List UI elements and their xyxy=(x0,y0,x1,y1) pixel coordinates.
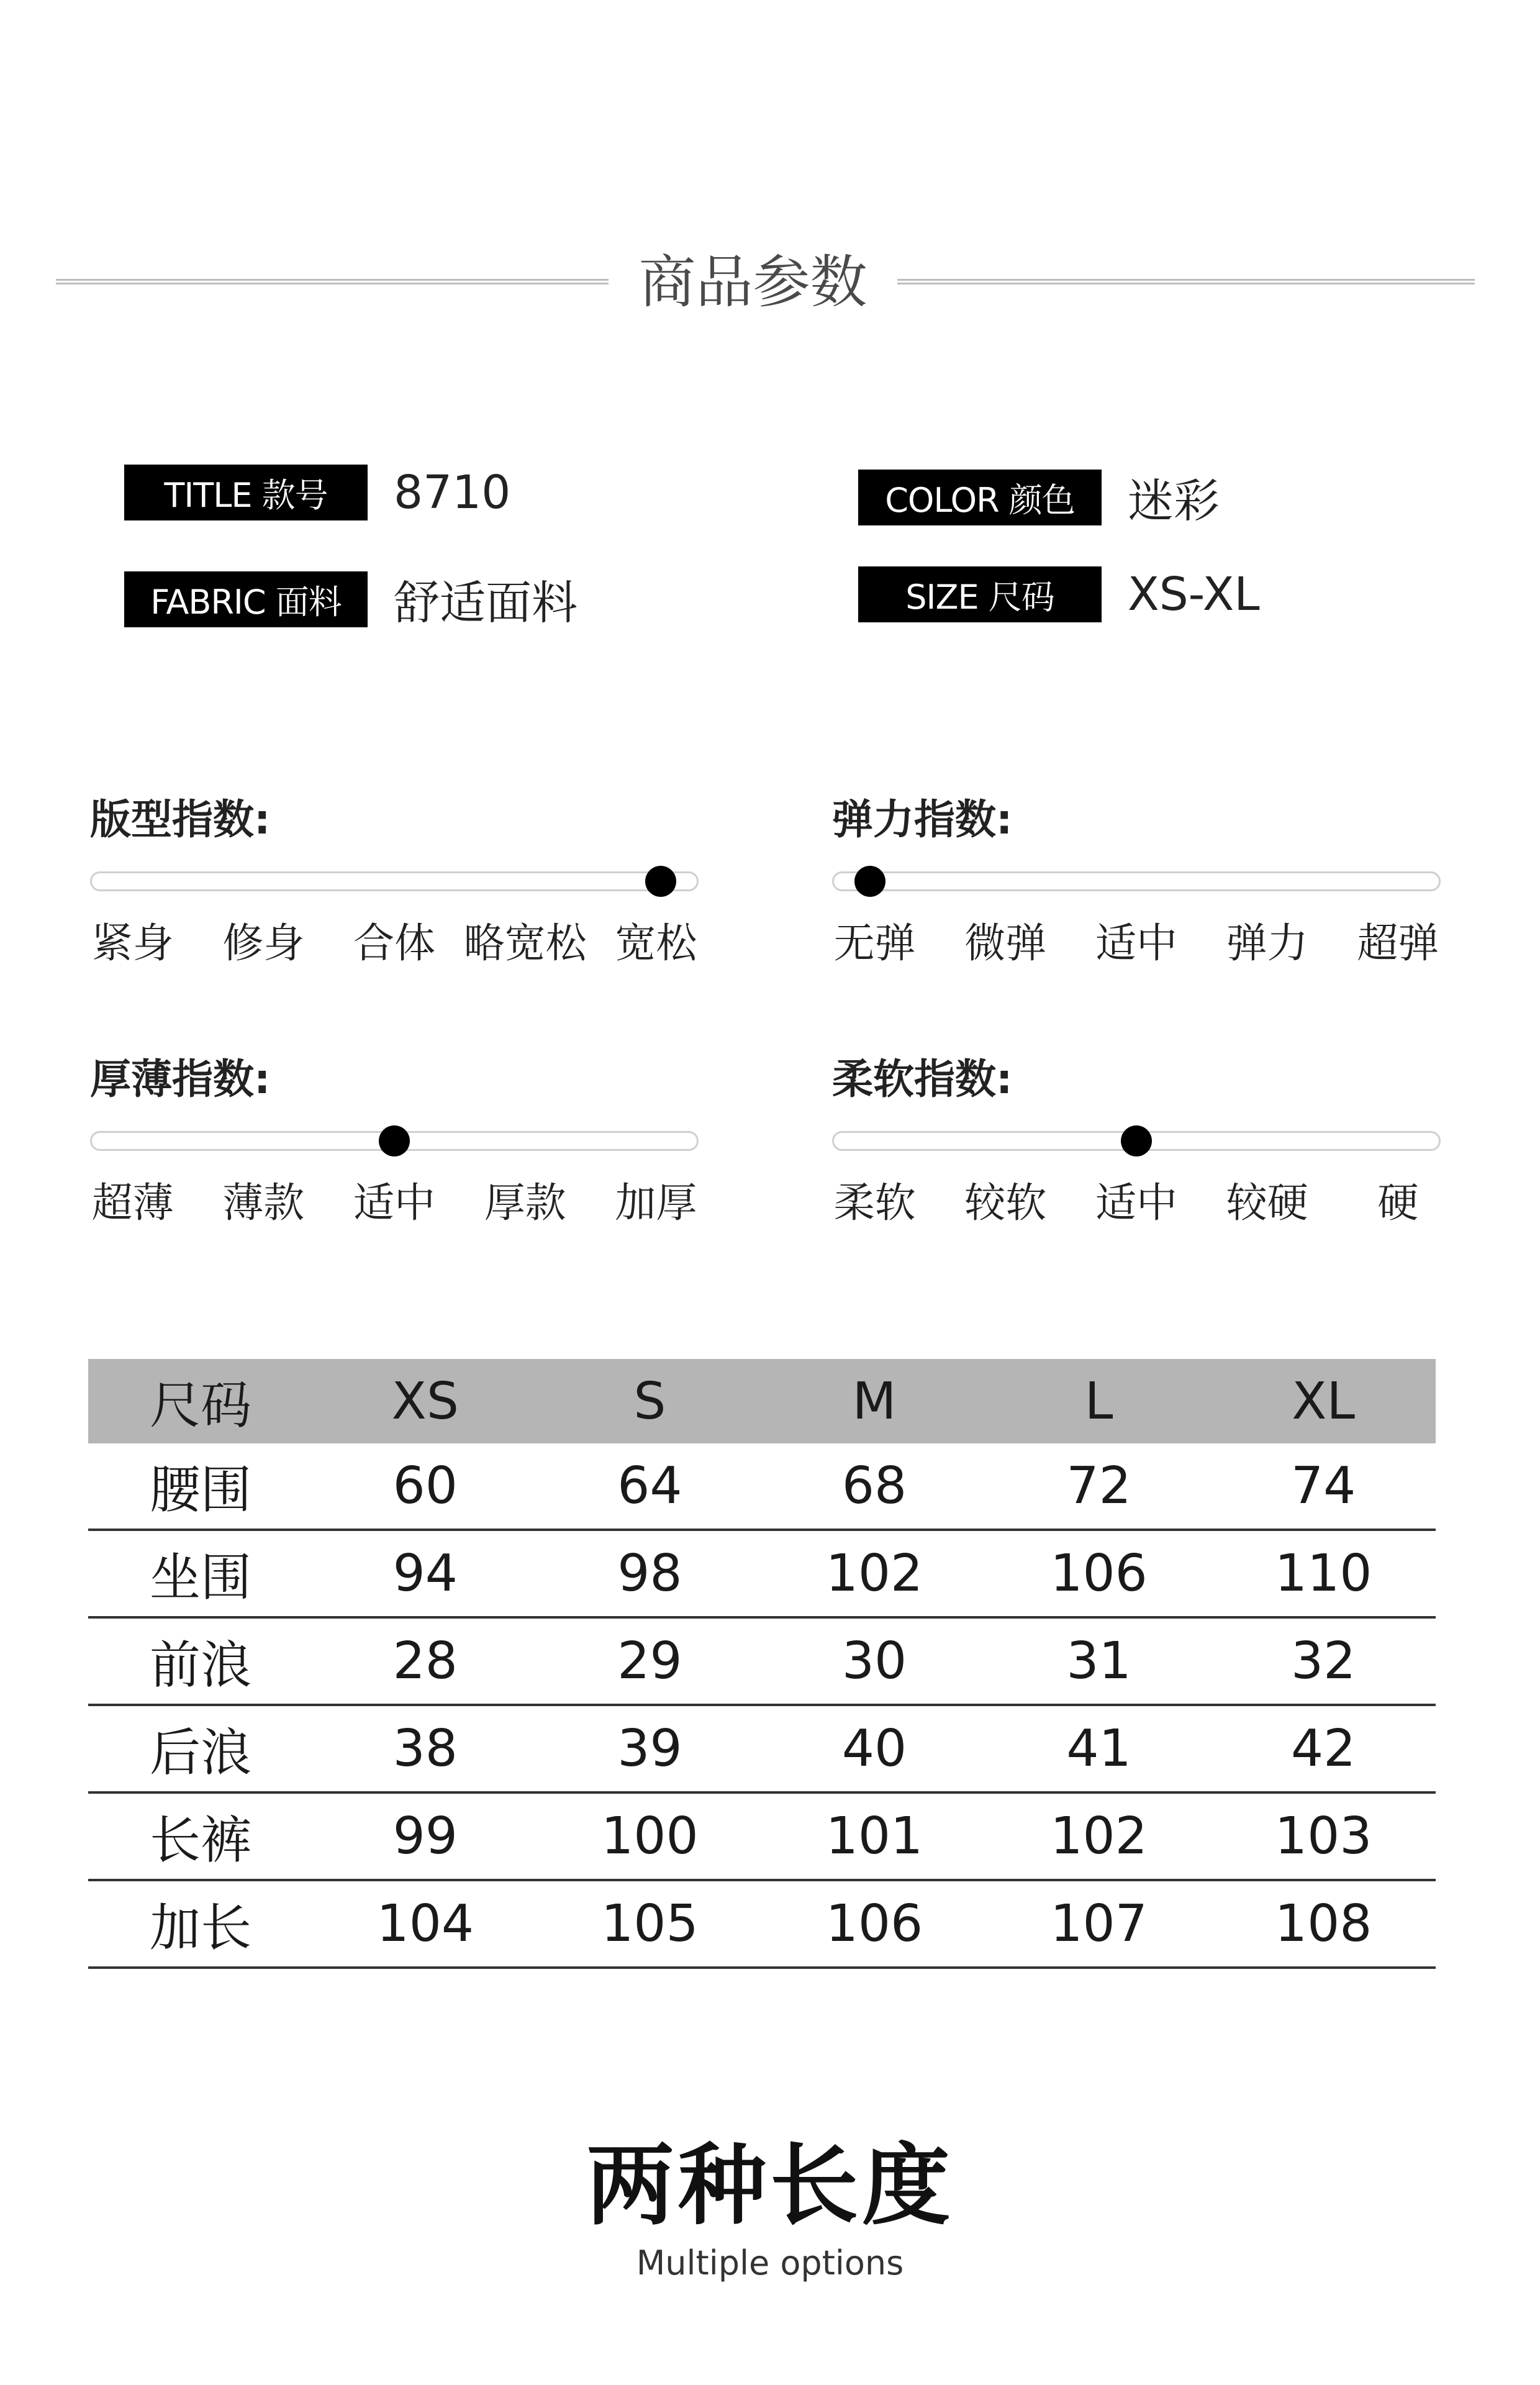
param-size-tag: SIZE 尺码 xyxy=(858,566,1102,622)
table-cell: 106 xyxy=(762,1880,987,1968)
table-cell: 98 xyxy=(538,1530,763,1617)
lengths-title: 两种长度 xyxy=(586,2135,954,2237)
fit-index-label: 修身 xyxy=(222,919,305,967)
param-fabric-value: 舒适面料 xyxy=(394,576,578,630)
table-cell: 102 xyxy=(987,1792,1212,1880)
softness-index-marker xyxy=(1121,1125,1152,1156)
table-cell: 99 xyxy=(313,1792,538,1880)
stretch-index-title: 弹力指数: xyxy=(832,796,1013,843)
table-cell: 74 xyxy=(1211,1443,1436,1530)
thickness-index-label: 超薄 xyxy=(91,1179,174,1227)
table-cell: 28 xyxy=(313,1617,538,1705)
table-row xyxy=(88,1530,1436,1617)
size-table-header: S xyxy=(633,1371,666,1431)
thickness-index-title: 厚薄指数: xyxy=(90,1055,271,1103)
fit-index-label: 合体 xyxy=(353,919,435,967)
header-divider-left xyxy=(56,279,609,284)
size-table-header: XL xyxy=(1292,1371,1356,1431)
stretch-index-label: 弹力 xyxy=(1226,919,1308,967)
size-table-header: M xyxy=(852,1371,897,1431)
param-size-value: XS-XL xyxy=(1128,568,1260,621)
table-cell: 68 xyxy=(762,1443,987,1530)
fit-index-label: 略宽松 xyxy=(463,919,587,967)
table-cell: 坐围 xyxy=(88,1530,313,1617)
size-table xyxy=(88,1359,1436,1969)
table-cell: 101 xyxy=(762,1792,987,1880)
stretch-index-label: 适中 xyxy=(1095,919,1177,967)
table-cell: 40 xyxy=(762,1705,987,1792)
section-title: 商品参数 xyxy=(638,249,867,316)
thickness-index-track xyxy=(90,1131,699,1151)
lengths-subtitle: Multiple options xyxy=(636,2243,904,2283)
fit-index-label: 宽松 xyxy=(615,919,697,967)
thickness-index xyxy=(90,1052,699,1225)
table-cell: 104 xyxy=(313,1880,538,1968)
table-cell: 64 xyxy=(538,1443,763,1530)
table-cell: 107 xyxy=(987,1880,1212,1968)
softness-index-title: 柔软指数: xyxy=(832,1055,1013,1103)
table-row xyxy=(88,1880,1436,1968)
thickness-index-label: 薄款 xyxy=(222,1179,305,1227)
param-title-tag: TITLE 款号 xyxy=(124,465,368,520)
param-title-value: 8710 xyxy=(394,466,511,519)
size-table-header: 尺码 xyxy=(149,1376,251,1435)
softness-index-label: 较硬 xyxy=(1226,1179,1308,1227)
table-cell: 41 xyxy=(987,1705,1212,1792)
stretch-index-label: 微弹 xyxy=(964,919,1047,967)
fit-index-marker xyxy=(645,866,676,897)
softness-index-track xyxy=(832,1131,1441,1151)
table-row xyxy=(88,1443,1436,1530)
table-cell: 29 xyxy=(538,1617,763,1705)
size-table-header: L xyxy=(1084,1371,1113,1431)
table-cell: 60 xyxy=(313,1443,538,1530)
thickness-index-marker xyxy=(379,1125,410,1156)
table-cell: 110 xyxy=(1211,1530,1436,1617)
param-color xyxy=(858,465,1220,530)
stretch-index xyxy=(832,792,1441,966)
table-cell: 腰围 xyxy=(88,1443,313,1530)
table-cell: 前浪 xyxy=(88,1617,313,1705)
thickness-index-label: 适中 xyxy=(353,1179,435,1227)
table-cell: 32 xyxy=(1211,1617,1436,1705)
table-cell: 106 xyxy=(987,1530,1212,1617)
stretch-index-marker xyxy=(854,866,886,897)
table-row xyxy=(88,1617,1436,1705)
table-row xyxy=(88,1705,1436,1792)
table-cell: 108 xyxy=(1211,1880,1436,1968)
table-cell: 39 xyxy=(538,1705,763,1792)
table-cell: 加长 xyxy=(88,1880,313,1968)
table-cell: 38 xyxy=(313,1705,538,1792)
softness-index-label: 适中 xyxy=(1095,1179,1177,1227)
fit-index-title: 版型指数: xyxy=(90,796,271,843)
param-fabric xyxy=(124,566,578,632)
param-size xyxy=(858,566,1260,622)
table-cell: 105 xyxy=(538,1880,763,1968)
thickness-index-label: 加厚 xyxy=(615,1179,697,1227)
table-cell: 30 xyxy=(762,1617,987,1705)
softness-index-scale xyxy=(832,1170,1441,1225)
table-cell: 31 xyxy=(987,1617,1212,1705)
param-color-value: 迷彩 xyxy=(1128,475,1220,528)
size-table-header: XS xyxy=(391,1371,459,1431)
fit-index xyxy=(90,792,699,966)
table-cell: 100 xyxy=(538,1792,763,1880)
softness-index xyxy=(832,1052,1441,1225)
table-cell: 后浪 xyxy=(88,1705,313,1792)
softness-index-label: 硬 xyxy=(1377,1179,1419,1227)
param-fabric-tag: FABRIC 面料 xyxy=(124,571,368,627)
softness-index-label: 较软 xyxy=(964,1179,1047,1227)
fit-index-track xyxy=(90,871,699,891)
thickness-index-label: 厚款 xyxy=(484,1179,566,1227)
table-cell: 42 xyxy=(1211,1705,1436,1792)
stretch-index-label: 超弹 xyxy=(1357,919,1439,967)
header-divider-right xyxy=(897,279,1475,284)
fit-index-scale xyxy=(90,910,699,966)
table-cell: 72 xyxy=(987,1443,1212,1530)
param-title xyxy=(124,465,510,520)
table-row xyxy=(88,1792,1436,1880)
param-color-tag: COLOR 颜色 xyxy=(858,470,1102,525)
table-cell: 103 xyxy=(1211,1792,1436,1880)
softness-index-label: 柔软 xyxy=(833,1179,916,1227)
table-cell: 102 xyxy=(762,1530,987,1617)
fit-index-label: 紧身 xyxy=(91,919,174,967)
stretch-index-label: 无弹 xyxy=(833,919,916,967)
size-table-header-row xyxy=(88,1359,1436,1443)
stretch-index-track xyxy=(832,871,1441,891)
table-cell: 94 xyxy=(313,1530,538,1617)
thickness-index-scale xyxy=(90,1170,699,1225)
table-cell: 长裤 xyxy=(88,1792,313,1880)
stretch-index-scale xyxy=(832,910,1441,966)
